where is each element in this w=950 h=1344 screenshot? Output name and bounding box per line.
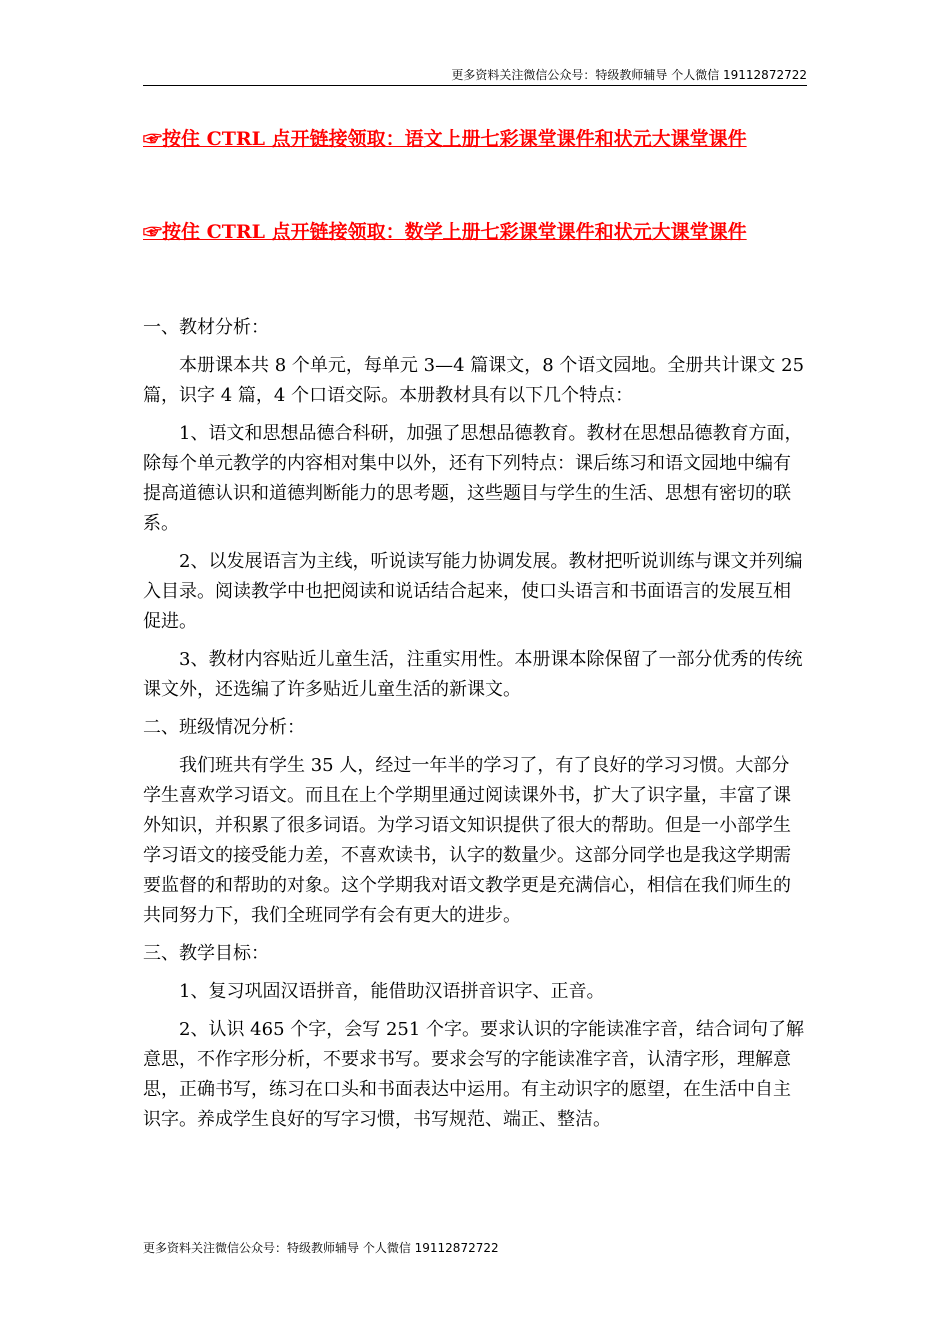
section-heading: 二、班级情况分析： xyxy=(143,717,305,738)
link-math-courseware[interactable]: ☞按住 CTRL 点开链接领取：数学上册七彩课堂课件和状元大课堂课件 xyxy=(143,221,747,243)
page-header: 更多资料关注微信公众号：特级教师辅导 个人微信 19112872722 xyxy=(451,68,807,82)
header-divider xyxy=(143,85,807,86)
paragraph: 2、以发展语言为主线，听说读写能力协调发展。教材把听说训练与课文并列编入目录。阅读教学中也把阅读和说话结合起来，使口头语言和书面语言的发展互相促进。 xyxy=(143,551,803,632)
paragraph: 2、认识 465 个字，会写 251 个字。要求认识的字能读准字音，结合词句了解意思，不作字形分析，不要求书写。要求会写的字能读准字音，认清字形，理解意思，正确书写，练习在口头和书面表达中运用。有主动识字的愿望，在生活中自主识字。养成学生良好的写字习惯，书写规范、端正、整洁。 xyxy=(143,1019,805,1130)
paragraph: 1、复习巩固汉语拼音，能借助汉语拼音识字、正音。 xyxy=(179,981,605,1002)
paragraph: 3、教材内容贴近儿童生活，注重实用性。本册课本除保留了一部分优秀的传统课文外，还选编了许多贴近儿童生活的新课文。 xyxy=(143,649,803,700)
section-heading: 一、教材分析： xyxy=(143,317,269,338)
page-footer: 更多资料关注微信公众号：特级教师辅导 个人微信 19112872722 xyxy=(143,1241,499,1255)
paragraph: 1、语文和思想品德合科研，加强了思想品德教育。教材在思想品德教育方面，除每个单元教学的内容相对集中以外，还有下列特点：课后练习和语文园地中编有提高道德认识和道德判断能力的思考题，这些题目与学生的生活、思想有密切的联系。 xyxy=(143,423,803,534)
link-chinese-courseware[interactable]: ☞按住 CTRL 点开链接领取：语文上册七彩课堂课件和状元大课堂课件 xyxy=(143,128,747,150)
section-heading: 三、教学目标： xyxy=(143,943,269,964)
paragraph: 我们班共有学生 35 人，经过一年半的学习了，有了良好的学习习惯。大部分学生喜欢学习语文。而且在上个学期里通过阅读课外书，扩大了识字量，丰富了课外知识，并积累了很多词语。为学习语文知识提供了很大的帮助。但是一小部学生学习语文的接受能力差，不喜欢读书，认字的数量少。这部分同学也是我这学期需要监督的和帮助的对象。这个学期我对语文教学更是充满信心，相信在我们师生的共同努力下，我们全班同学有会有更大的进步。 xyxy=(143,755,791,926)
paragraph: 本册课本共 8 个单元，每单元 3—4 篇课文，8 个语文园地。全册共计课文 25 篇，识字 4 篇，4 个口语交际。本册教材具有以下几个特点： xyxy=(143,355,805,406)
document-body xyxy=(143,313,807,1143)
